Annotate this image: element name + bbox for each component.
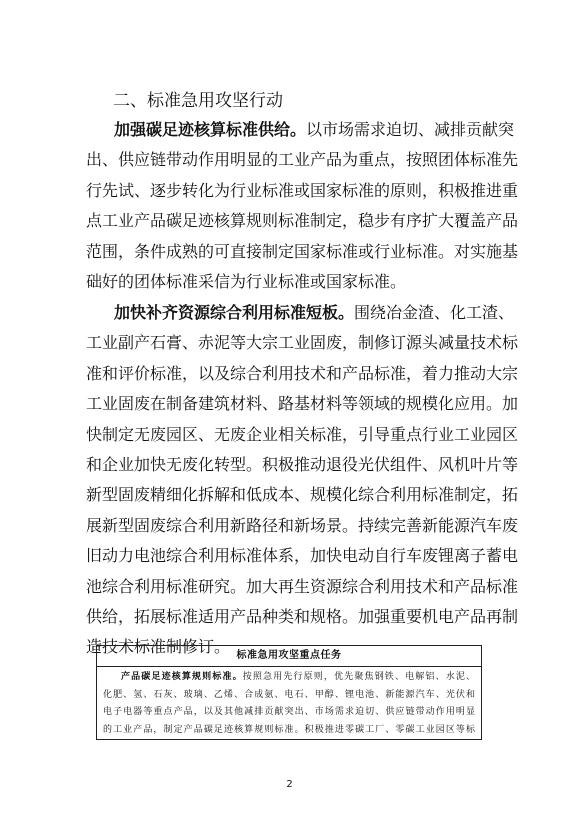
paragraph-carbon-footprint <box>86 115 519 297</box>
section-heading: 二、标准急用攻坚行动 <box>113 91 283 111</box>
key-tasks-line: 电子电器等重点产品，以及其他减排贡献突出、市场需求迫切、供应链带动作用明显 <box>103 707 475 717</box>
paragraph-lead: 加强碳足迹核算标准供给。 <box>114 120 307 139</box>
paragraph-line: 础好的团体标准采信为行业标准或国家标准。 <box>86 271 407 291</box>
paragraph-line: 工业副产石膏、赤泥等大宗工业固废，制修订源头减量技术标 <box>86 333 519 353</box>
paragraph-line: 供给，拓展标准适用产品种类和规格。加强重要机电产品再制 <box>86 606 519 626</box>
paragraph-line: 行先试、逐步转化为行业标准或国家标准的原则，积极推进重 <box>86 180 519 200</box>
paragraph-line: 快制定无废园区、无废企业相关标准，引导重点行业工业园区 <box>86 424 519 444</box>
key-tasks-text: 按照急用先行原则，优先聚焦钢铁、电解铝、水泥、 <box>242 672 475 682</box>
key-tasks-line: 化肥、氢、石灰、玻璃、乙烯、合成氨、电石、甲醇、锂电池、新能源汽车、光伏和 <box>103 689 475 700</box>
paragraph-line: 工业固废在制备建筑材料、路基材料等领域的规模化应用。加 <box>86 394 519 414</box>
paragraph-resource-utilization <box>86 298 519 663</box>
key-tasks-box <box>96 645 482 740</box>
paragraph-line: 新型固废精细化拆解和低成本、规模化综合利用标准制定，拓 <box>86 485 519 505</box>
paragraph-text: 以市场需求迫切、减排贡献突 <box>306 120 515 139</box>
paragraph-line: 展新型固废综合利用新路径和新场景。持续完善新能源汽车废 <box>86 515 519 535</box>
key-tasks-lead: 产品碳足迹核算规则标准。 <box>121 672 243 682</box>
key-tasks-body <box>97 667 481 739</box>
key-tasks-title: 标准急用攻坚重点任务 <box>97 646 481 667</box>
paragraph-text: 围绕冶金渣、化工渣、 <box>354 303 515 322</box>
key-tasks-line <box>103 669 475 687</box>
key-tasks-line: 的工业产品，制定产品碳足迹核算规则标准。积极推进零碳工厂、零碳工业园区等标 <box>103 724 475 735</box>
paragraph-line: 点工业产品碳足迹核算规则标准制定，稳步有序扩大覆盖产品 <box>86 211 519 231</box>
paragraph-line: 范围，条件成熟的可直接制定国家标准或行业标准。对实施基 <box>86 241 519 261</box>
paragraph-line: 准和评价标准，以及综合利用技术和产品标准，着力推动大宗 <box>86 363 519 383</box>
paragraph-line: 造技术标准制修订。 <box>86 637 231 657</box>
paragraph-line <box>86 298 515 328</box>
paragraph-line: 旧动力电池综合利用标准体系，加快电动自行车废锂离子蓄电 <box>86 546 519 566</box>
page-number: 2 <box>286 779 293 790</box>
paragraph-line: 池综合利用标准研究。加大再生资源综合利用技术和产品标准 <box>86 576 519 596</box>
paragraph-lead: 加快补齐资源综合利用标准短板。 <box>114 303 355 322</box>
paragraph-line <box>86 115 515 145</box>
paragraph-line: 和企业加快无废化转型。积极推动退役光伏组件、风机叶片等 <box>86 454 519 474</box>
paragraph-line: 出、供应链带动作用明显的工业产品为重点，按照团体标准先 <box>86 150 519 170</box>
